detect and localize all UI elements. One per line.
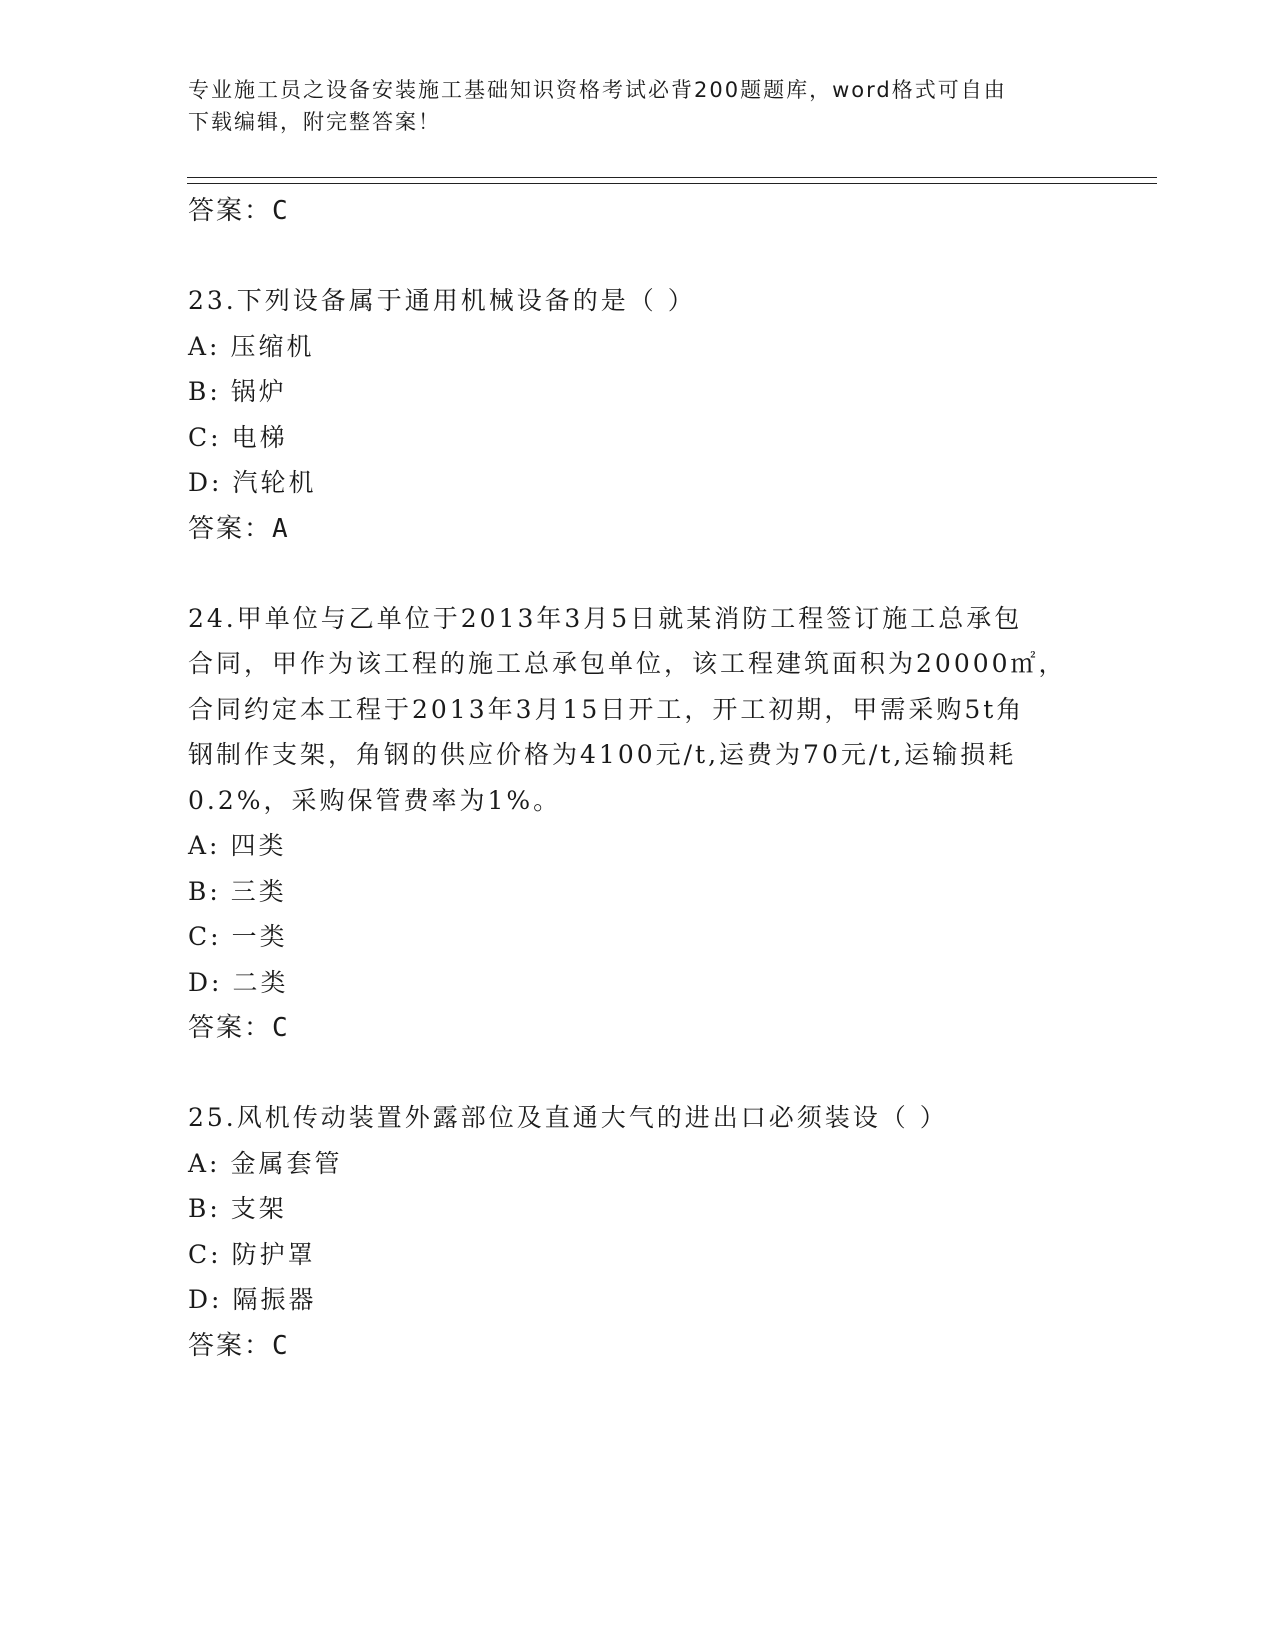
option-key: A: [188, 331, 221, 361]
answer-value: C [272, 1013, 288, 1043]
answer-value: A [272, 513, 288, 544]
option-key: B: [188, 1194, 221, 1223]
option-c [188, 914, 1088, 960]
answer-label: 答案： [188, 513, 273, 544]
answer-value: C [272, 196, 288, 226]
option-a [188, 324, 1088, 370]
header-line-2: 下载编辑，附完整答案！ [188, 110, 441, 134]
option-key: D: [188, 468, 223, 497]
header-rule-bottom [187, 183, 1157, 184]
option-text: 四类 [230, 831, 287, 860]
option-a [188, 823, 1088, 869]
option-key: D: [188, 967, 223, 997]
question-stem-line: 合同约定本工程于2013年3月15日开工，开工初期，甲需采购5t角 [188, 694, 1025, 724]
option-key: C: [188, 922, 222, 951]
option-a [188, 1141, 1088, 1187]
answer-value: C [272, 1330, 288, 1361]
option-key: A: [188, 831, 221, 860]
option-key: B: [188, 377, 221, 406]
option-b [188, 369, 1088, 415]
question-block [188, 596, 1088, 1052]
answer-line [188, 506, 1088, 552]
header-line-1: 专业施工员之设备安装施工基础知识资格考试必背200题题库，word格式可自由 [188, 78, 1007, 102]
question-stem-line: 0.2%，采购保管费率为1%。 [188, 785, 562, 815]
option-key: B: [188, 876, 221, 906]
option-text: 电梯 [231, 422, 288, 452]
option-key: D: [188, 1285, 223, 1314]
option-text: 二类 [232, 967, 289, 997]
answer-label: 答案： [188, 196, 273, 226]
option-text: 隔振器 [232, 1285, 317, 1314]
answer-line [188, 1323, 1088, 1369]
option-text: 汽轮机 [232, 468, 317, 497]
answer-label: 答案： [188, 1013, 273, 1043]
spacer [188, 234, 1088, 278]
answer-line [188, 188, 1088, 234]
document-header [188, 74, 1088, 138]
option-c [188, 415, 1088, 461]
option-d [188, 1277, 1088, 1323]
option-text: 三类 [230, 876, 287, 906]
option-c [188, 1232, 1088, 1278]
option-text: 支架 [230, 1194, 287, 1223]
option-key: A: [188, 1148, 221, 1178]
question-block [188, 278, 1088, 552]
option-b [188, 869, 1088, 915]
question-stem-line: 钢制作支架，角钢的供应价格为4100元/t,运费为70元/t,运输损耗 [188, 740, 1017, 769]
answer-line [188, 1005, 1088, 1051]
option-b [188, 1186, 1088, 1232]
question-stem-line: 23.下列设备属于通用机械设备的是（ ） [188, 286, 696, 315]
question-block [188, 1095, 1088, 1369]
question-stem-line: 24.甲单位与乙单位于2013年3月5日就某消防工程签订施工总承包 [188, 603, 1023, 633]
option-d [188, 960, 1088, 1006]
option-text: 一类 [231, 922, 288, 951]
option-key: C: [188, 1239, 222, 1269]
question-stem-line: 25.风机传动装置外露部位及直通大气的进出口必须装设（ ） [188, 1103, 948, 1132]
question-stem-line: 合同，甲作为该工程的施工总承包单位，该工程建筑面积为20000㎡， [188, 649, 1067, 678]
option-text: 压缩机 [230, 331, 315, 361]
option-key: C: [188, 422, 222, 452]
header-rule-top [187, 177, 1157, 178]
spacer [188, 552, 1088, 596]
spacer [188, 1051, 1088, 1095]
option-text: 金属套管 [230, 1148, 343, 1178]
answer-label: 答案： [188, 1330, 273, 1361]
option-text: 锅炉 [230, 377, 287, 406]
option-text: 防护罩 [231, 1239, 316, 1269]
option-d [188, 460, 1088, 506]
question-list [188, 188, 1088, 1369]
